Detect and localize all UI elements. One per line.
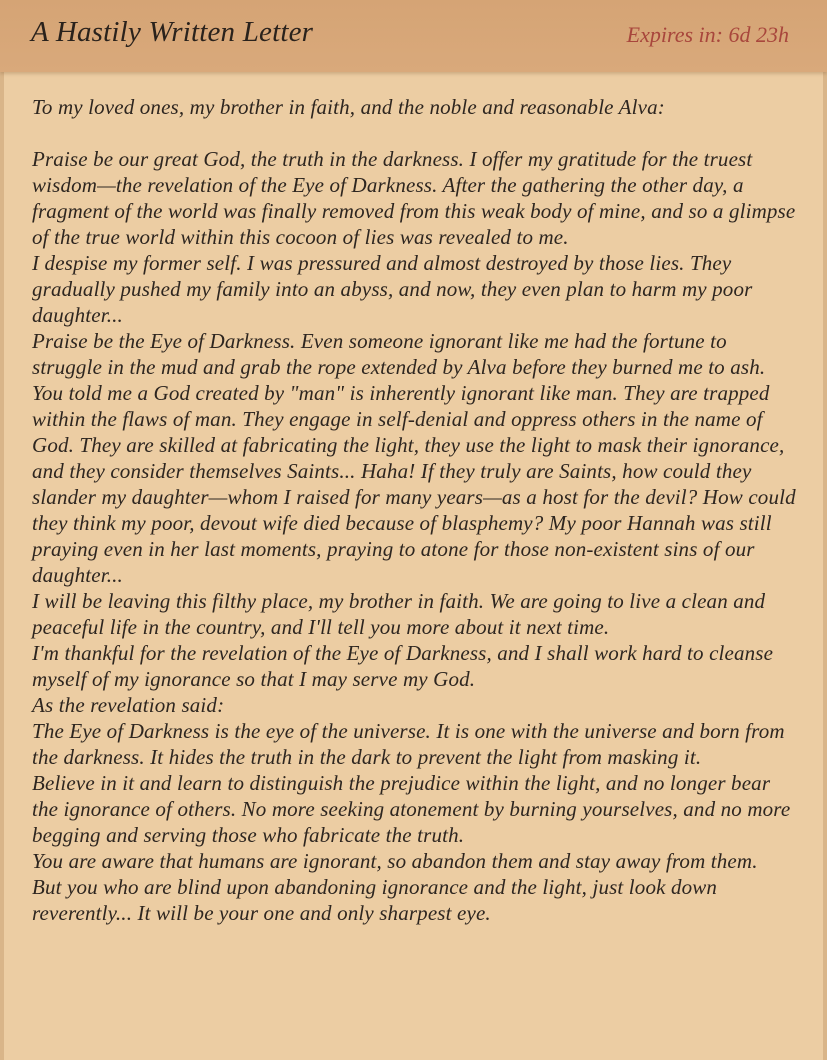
letter-paragraph: I'm thankful for the revelation of the Eye of Darkness, and I shall work hard to cleanse myself of my ignorance so that I may serve my God. (32, 641, 774, 691)
expiry-timer: Expires in: 6d 23h (626, 22, 789, 47)
right-edge (823, 0, 827, 1060)
left-edge (0, 0, 4, 1060)
letter-title: A Hastily Written Letter (31, 16, 314, 48)
letter-paragraph: But you who are blind upon abandoning ignorance and the light, just look down reverently... It will be your one and only sharpest eye. (32, 875, 718, 925)
letter-salutation: To my loved ones, my brother in faith, and the noble and reasonable Alva: (32, 95, 665, 119)
letter-body (32, 94, 797, 926)
letter-paragraph: The Eye of Darkness is the eye of the universe. It is one with the universe and born from the darkness. It hides the truth in the dark to prevent the light from masking it. (32, 719, 785, 769)
letter-paragraph: Praise be our great God, the truth in the darkness. I offer my gratitude for the truest wisdom—the revelation of the Eye of Darkness. After the gathering the other day, a fragment of the world was finally removed from this weak body of mine, and so a glimpse of the true world within this cocoon of lies was revealed to me. (32, 147, 796, 249)
letter-paragraph: Praise be the Eye of Darkness. Even someone ignorant like me had the fortune to struggle in the mud and grab the rope extended by Alva before they burned me to ash. (32, 329, 766, 379)
letter-paragraph: I despise my former self. I was pressured and almost destroyed by those lies. They gradually pushed my family into an abyss, and now, they even plan to harm my poor daughter... (32, 251, 753, 327)
letter-paragraph: As the revelation said: (32, 693, 225, 717)
letter-paragraph: You told me a God created by "man" is inherently ignorant like man. They are trapped within the flaws of man. They engage in self-denial and oppress others in the name of God. They are skilled at fabricating the light, they use the light to mask their ignorance, and they consider themselves Saints... Haha! If they truly are Saints, how could they slander my daughter—whom I raised for many years—as a host for the devil? How could they think my poor, devout wife died because of blasphemy? My poor Hannah was still praying even in her last moments, praying to atone for those non-existent sins of our daughter... (32, 381, 796, 587)
letter-paragraph: Believe in it and learn to distinguish the prejudice within the light, and no longer bear the ignorance of others. No more seeking atonement by burning yourselves, and no more begging and serving those who fabricate the truth. (32, 771, 791, 847)
letter-paragraph: You are aware that humans are ignorant, so abandon them and stay away from them. (32, 849, 758, 873)
letter-paragraph: I will be leaving this filthy place, my brother in faith. We are going to live a clean and peaceful life in the country, and I'll tell you more about it next time. (32, 589, 766, 639)
letter-header (0, 0, 827, 72)
